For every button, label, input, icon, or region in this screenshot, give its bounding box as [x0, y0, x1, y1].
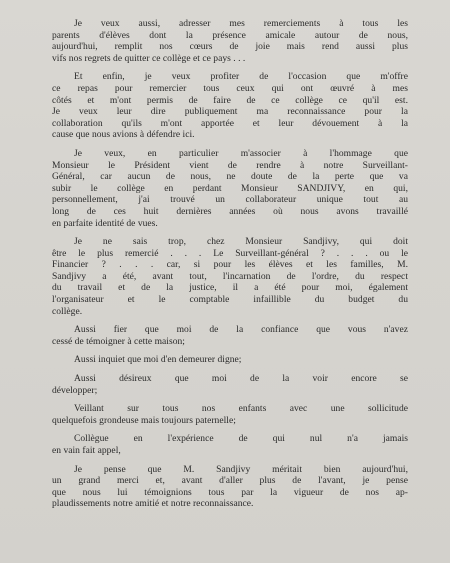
text-line: Je pense que M. Sandjivy méritait bien aujourd'hui, [74, 463, 408, 475]
text-line: Veillant sur tous nos enfants avec une sollicitude [74, 403, 408, 415]
paragraph [52, 324, 408, 347]
document-body [52, 18, 408, 510]
text-line: cause que nous avions à défendre ici. [52, 129, 195, 141]
text-line: Et enfin, je veux profiter de l'occasion que m'offre [74, 71, 408, 83]
text-line: Général, car aucun de nous, ne doute de la perte que va [52, 171, 408, 183]
text-line: l'organisateur et le comptable infaillible du budget du [52, 294, 408, 306]
text-line: collaboration qu'ils m'ont apportée et leur dévouement à la [52, 117, 408, 129]
paragraph [52, 236, 408, 317]
text-line: Aussi désireux que moi de la voir encore se [74, 373, 408, 385]
text-line: Aussi inquiet que moi d'en demeurer digne; [74, 354, 242, 366]
text-line: plaudissements notre amitié et notre reconnaissance. [52, 498, 254, 510]
text-line: subir le collège en perdant Monsieur SANDJIVY, en qui, [52, 182, 408, 194]
paragraph [52, 403, 408, 426]
text-line: ce repas pour remercier tous ceux qui ont œuvré à mes [52, 82, 408, 94]
text-line: Aussi fier que moi de la confiance que vous n'avez [74, 324, 408, 336]
paragraph [52, 148, 408, 229]
text-line: parents d'élèves dont la présence amicale autour de nous, [52, 29, 408, 41]
text-line: Je veux, en particulier m'associer à l'hommage que [74, 147, 408, 159]
text-line: être le plus remercié . . . Le Surveillant-général ? . . . ou le [52, 247, 408, 259]
text-line: Monsieur le Président vient de rendre à notre Surveillant- [52, 159, 408, 171]
text-line: aujourd'hui, remplit nos cœurs de joie mais rend aussi plus [52, 41, 408, 53]
text-line: développer; [52, 384, 98, 396]
text-line: quelquefois grondeuse mais toujours paternelle; [52, 414, 236, 426]
text-line: du travail et de la justice, il a été pour moi, également [52, 282, 408, 294]
text-line: Je veux leur dire publiquement ma reconnaissance pour la [52, 106, 408, 118]
paragraph [52, 433, 408, 456]
text-line: en parfaite identité de vues. [52, 217, 158, 229]
text-line: un grand merci et, avant d'aller plus de l'avant, je pense [52, 475, 408, 487]
paragraph [52, 464, 408, 510]
text-line: côtés et m'ont permis de faire de ce collège ce qu'il est. [52, 94, 408, 106]
paragraph [52, 354, 408, 366]
text-line: Je veux aussi, adresser mes remerciements à tous les [74, 18, 408, 29]
text-line: en vain fait appel, [52, 445, 121, 456]
paragraph [52, 71, 408, 141]
text-line: Collègue en l'expérience de qui nul n'a jamais [74, 433, 408, 445]
text-line: long de ces huit dernières années où nous avons travaillé [52, 205, 408, 217]
text-line: Financier ? . . . car, si pour les élèves et les familles, M. [52, 259, 408, 271]
text-line: personnellement, j'ai trouvé un collaborateur unique tout au [52, 194, 408, 206]
text-line: Je ne sais trop, chez Monsieur Sandjivy, qui doit [74, 236, 408, 248]
text-line: vifs nos regrets de quitter ce collège et ce pays . . . [52, 52, 246, 64]
text-line: cessé de témoigner à cette maison; [52, 335, 185, 347]
text-line: Sandjivy a été, avant tout, l'incarnation de l'ordre, du respect [52, 270, 408, 282]
text-line: que nous lui témoignions tous par la vigueur de nos ap- [52, 486, 408, 498]
paragraph [52, 373, 408, 396]
text-line: collège. [52, 305, 83, 317]
paragraph [52, 18, 408, 64]
